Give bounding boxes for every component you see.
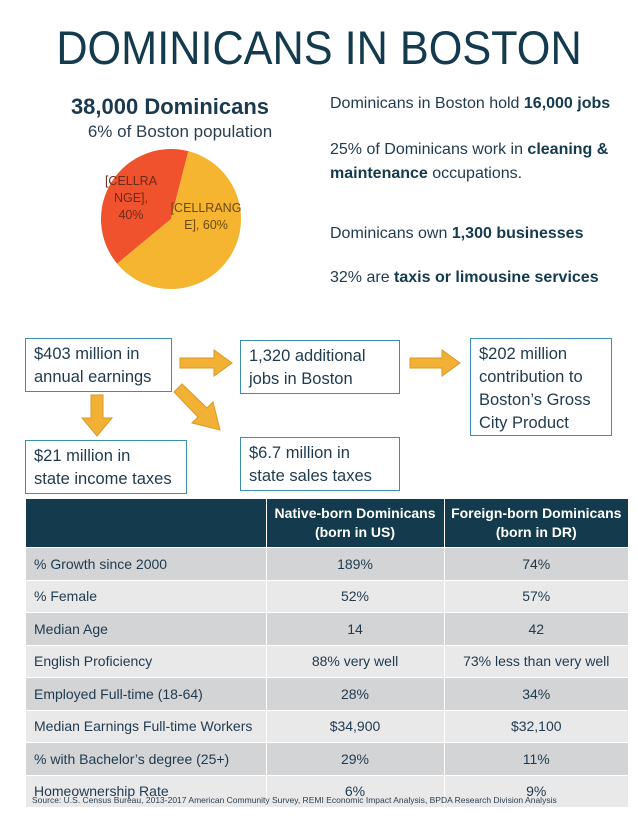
box-state-income-taxes: $21 million in state income taxes — [25, 440, 187, 494]
native-born-value: 88% very well — [266, 645, 444, 678]
table-row — [26, 580, 628, 613]
table-row — [26, 678, 628, 711]
population-headline: 38,000 Dominicans — [70, 94, 270, 119]
foreign-born-value: 57% — [444, 580, 628, 613]
row-label: Employed Full-time (18-64) — [26, 678, 266, 711]
native-born-value: 29% — [266, 743, 444, 776]
box-additional-jobs: 1,320 additional jobs in Boston — [240, 340, 400, 394]
table-row — [26, 548, 628, 581]
box-annual-earnings: $403 million in annual earnings — [25, 338, 172, 392]
pie-label-60-line2: E], 60% — [184, 218, 228, 232]
arrow-diagonal-icon — [174, 384, 220, 430]
native-born-value: $34,900 — [266, 710, 444, 743]
pie-label-40-line1: [CELLRA — [104, 174, 158, 188]
row-label: Median Age — [26, 613, 266, 646]
foreign-born-value: 73% less than very well — [444, 645, 628, 678]
native-born-value: 52% — [266, 580, 444, 613]
fact-jobs: Dominicans in Boston hold 16,000 jobs — [330, 95, 611, 112]
pie-label-40-line3: 40% — [118, 208, 144, 222]
arrow-down-icon — [82, 395, 112, 436]
pie-label-60-line1: [CELLRANG — [170, 201, 242, 215]
population-pie-chart — [100, 148, 242, 290]
page-title: DOMINICANS IN BOSTON — [56, 21, 582, 74]
source-note: Source: U.S. Census Bureau, 2013-2017 American Community Survey, REMI Economic Impact Analysis, BPDA Research Division Analysis — [32, 795, 557, 805]
box-gross-city-product: $202 million contribution to Boston’s Gross City Product — [470, 338, 612, 436]
native-born-value: 28% — [266, 678, 444, 711]
foreign-born-value: 11% — [444, 743, 628, 776]
table-row — [26, 645, 628, 678]
fact-businesses: Dominicans own 1,300 businesses — [330, 225, 584, 242]
fact-cleaning: 25% of Dominicans work in cleaning & maintenance occupations. — [330, 141, 609, 182]
pie-label-40-line2: NGE], — [113, 191, 149, 205]
table-header-blank — [26, 499, 266, 548]
population-share: 6% of Boston population — [87, 122, 273, 141]
row-label: % with Bachelor’s degree (25+) — [26, 743, 266, 776]
fact-taxis: 32% are taxis or limousine services — [330, 269, 599, 286]
table-header-row — [26, 499, 628, 548]
native-born-value: 189% — [266, 548, 444, 581]
table-row — [26, 710, 628, 743]
table-header-native-born: Native-born Dominicans (born in US) — [266, 499, 444, 548]
comparison-table — [26, 499, 628, 807]
box-state-sales-taxes: $6.7 million in state sales taxes — [240, 437, 400, 491]
row-label: % Growth since 2000 — [26, 548, 266, 581]
arrow-right-icon — [180, 350, 232, 376]
foreign-born-value: 42 — [444, 613, 628, 646]
row-label: % Female — [26, 580, 266, 613]
table-row — [26, 743, 628, 776]
foreign-born-value: 9% — [444, 775, 628, 807]
row-label: English Proficiency — [26, 645, 266, 678]
foreign-born-value: $32,100 — [444, 710, 628, 743]
table-header-foreign-born: Foreign-born Dominicans (born in DR) — [444, 499, 628, 548]
table-row — [26, 613, 628, 646]
foreign-born-value: 34% — [444, 678, 628, 711]
row-label: Median Earnings Full-time Workers — [26, 710, 266, 743]
foreign-born-value: 74% — [444, 548, 628, 581]
row-label: Homeownership Rate — [26, 775, 266, 807]
arrow-right-icon — [410, 350, 460, 376]
native-born-value: 14 — [266, 613, 444, 646]
native-born-value: 6% — [266, 775, 444, 807]
